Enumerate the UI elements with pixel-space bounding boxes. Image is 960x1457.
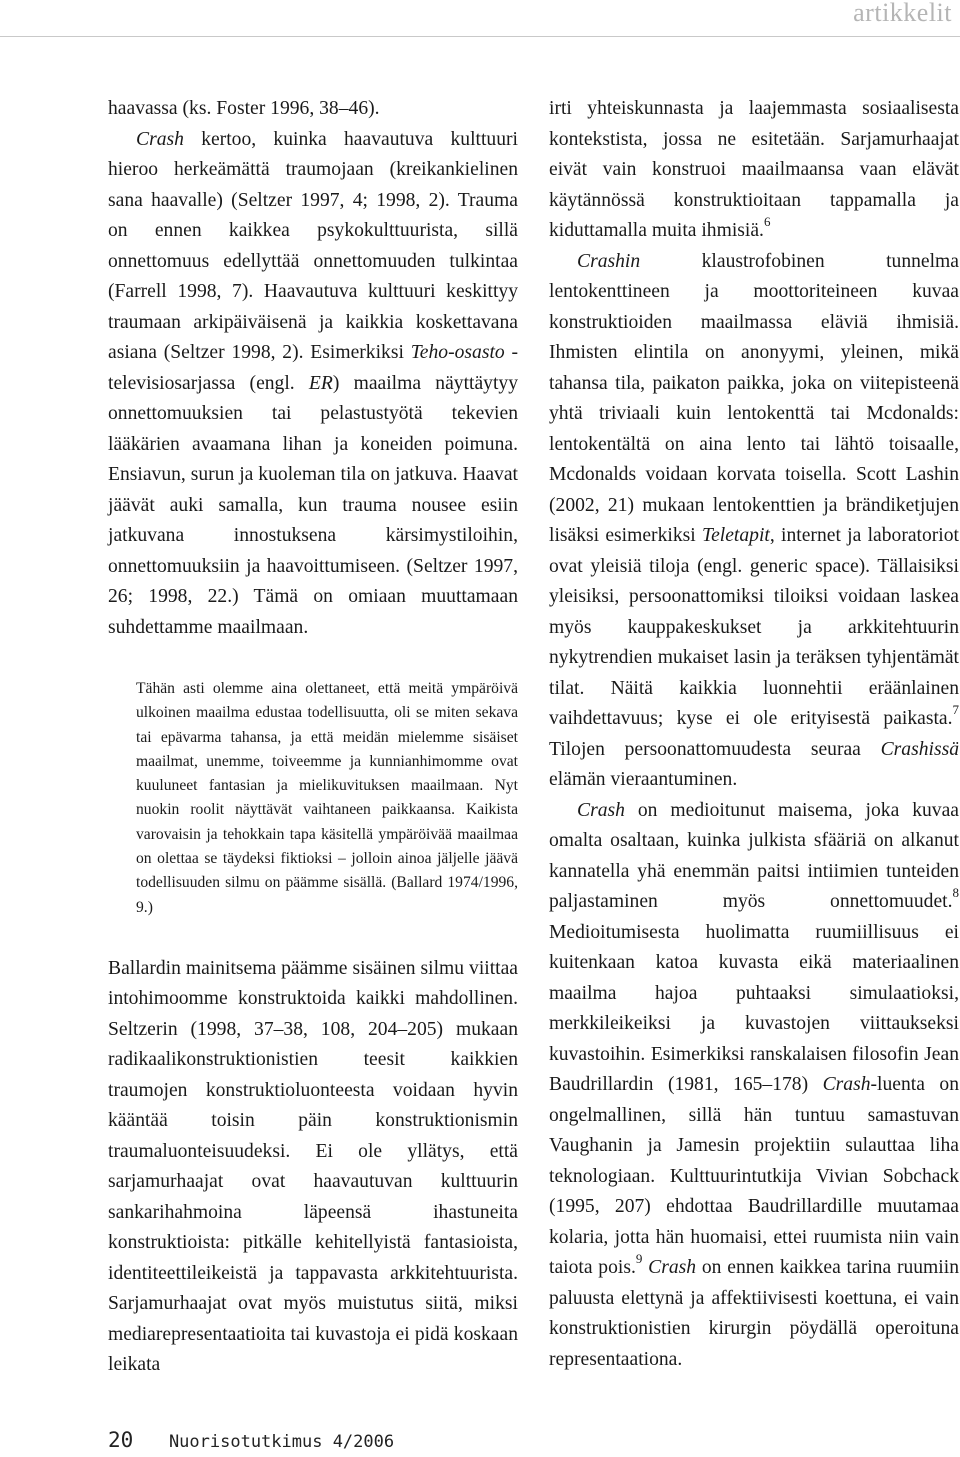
footnote-ref: 8	[952, 885, 959, 901]
paragraph	[549, 796, 959, 1376]
journal-name: Nuorisotutkimus 4/2006	[168, 1432, 395, 1452]
paragraph-text: Medioitumisesta huolimatta ruumiillisuus ei kuitenkaan katoa kuvasta eikä materiaalinen maailma hajoa puhtaaksi simulaatioksi, merkkileikeiksi ja kuvastojen viittaukseksi kuvastoihin. Esimerkiksi ranskalaisen filosofin Jean Baudrillardin (1981, 165–178)	[549, 921, 959, 1095]
right-column	[549, 94, 959, 1375]
paragraph	[108, 125, 518, 644]
paragraph-text: irti yhteiskunnasta ja laajemmasta sosiaalisesta kontekstista, jossa ne esitetään. Sarjamurhaajat eivät vain konstruoi maailmaansa vaan elävät käytännössä konstruktioitaan tappamalla ja kiduttamalla muita ihmisiä.	[549, 98, 959, 241]
page-footer	[108, 1428, 394, 1454]
footnote-ref: 7	[952, 702, 959, 718]
paragraph	[549, 247, 959, 796]
italic-title: Teletapit	[701, 525, 770, 546]
footnote-ref: 9	[635, 1251, 643, 1267]
paragraph-text: -luenta on ongelmallinen, sillä hän tuntuu samastuvan Vaughanin ja Jamesin projektiin sulauttaa liha teknologiaan. Kulttuurintutkija Vivian Sobchack (1995, 207) ehdottaa Baudrillardille muutamaa kolaria, jotta hän huomaisi, ettei ruumista niin vain taiota pois.	[549, 1074, 959, 1278]
paragraph-text: kertoo, kuinka haavautuva kulttuuri hieroo herkeämättä traumojaan (kreikankielinen sana haavalle) (Seltzer 1997, 4; 1998, 2). Trauma on ennen kaikkea psykokulttuurista, sillä onnettomuus edellyttää onnettomuuden tulkintaa (Farrell 1998, 7). Haavautuva kulttuuri keskittyy traumaan arkipäiväisenä ja kaikkia koskettavana asiana (Seltzer 1998, 2). Esimerkiksi	[108, 128, 518, 363]
italic-title: Crash	[648, 1257, 697, 1278]
paragraph-text: on ennen kaikkea tarina ruumiin paluusta elettynä ja affektiivisesti koettuna, ei vain konstruktionistien kirurgin pöydällä operoituna representaationa.	[549, 1257, 959, 1370]
block-quote: Tähän asti olemme aina olettaneet, että meitä ympäröivä ulkoinen maailma edustaa todellisuutta, oli se miten sekava tai epävarma tahansa, ja että meidän mielemme sisäiset maailmat, unemme, toiveemme ja kunnianhimomme ovat kuuluneet fantasian ja mielikuvituksen maailmaan. Nyt nuokin roolit näyttävät vaihtaneen paikkaansa. Kaikista varovaisin ja tehokkain tapa käsitellä ympäröivää maailmaa on olettaa se täydeksi fiktioksi – jolloin ainoa jäljelle jäävä todellisuuden silmu on päämme sisällä. (Ballard 1974/1996, 9.)	[136, 680, 518, 916]
paragraph: haavassa (ks. Foster 1996, 38–46).	[108, 98, 380, 119]
paragraph-text: elämän vieraantuminen.	[549, 769, 738, 790]
italic-title: Crash	[822, 1074, 871, 1095]
italic-title: ER	[308, 372, 333, 394]
italic-title: Crash	[136, 128, 184, 150]
paragraph	[549, 94, 959, 247]
paragraph-text: , internet ja laboratoriot ovat yleisiä tiloja (engl. generic space). Tällaisiksi yleisiksi, persoonattomiksi tiloiksi voidaan laskea myös kauppakeskukset ja arkkitehtuurin nykytrendien mukaiset lasin ja teräksen tyhjentämät tilat. Näitä kaikkia luonnehtii eräänlainen vaihdettavuus; kyse ei ole erityisestä paikasta.	[549, 525, 959, 729]
paragraph-text: on medioitunut maisema, joka kuvaa omalta osaltaan, kuinka julkista sfääriä on alkanut kannatella yhä enemmän paitsi intiimien tunteiden paljastaminen myös onnettomuudet.	[549, 799, 959, 912]
left-column	[108, 94, 518, 1381]
italic-title: Crash	[577, 799, 625, 821]
section-label: artikkelit	[853, 0, 952, 27]
paragraph-text: -televisiosarjassa (engl.	[108, 342, 518, 394]
running-header	[0, 0, 960, 37]
italic-title: Crashin	[577, 250, 641, 272]
paragraph-text: Tilojen persoonattomuudesta seuraa	[549, 738, 881, 760]
italic-title: Teho-osasto	[410, 342, 505, 363]
paragraph-text: klaustrofobinen tunnelma lentokenttineen ja moottoriteineen kuvaa konstruktioiden maailmassa eläviä ihmisiä. Ihmisten elintila on anonyymi, yleinen, mikä tahansa tila, paikaton paikka, joka on viitepisteenä yhtä triviaali kuin lentokenttä tai Mcdonalds: lentokentältä on aina lento tai lähtö toisaalle, Mcdonalds voidaan korvata toisella. Scott Lashin (2002, 21) mukaan lentokenttien ja brändiketjujen lisäksi esimerkiksi	[549, 250, 959, 546]
page-number: 20	[108, 1428, 134, 1452]
italic-title: Crashissä	[880, 738, 959, 760]
paragraph-text: ) maailma näyttäytyy onnettomuuksien tai pelastustyötä tekevien lääkärien avaamana lihan ja koneiden poimuna. Ensiavun, surun ja kuoleman tila on jatkuva. Haavat jäävät auki samalla, kun trauma nousee esiin jatkuvana innostuksena kärsimystiloihin, onnettomuuksiin ja haavoittumiseen. (Seltzer 1997, 26; 1998, 22.) Tämä on omiaan muuttamaan suhdettamme maailmaan.	[108, 372, 518, 638]
paragraph: Ballardin mainitsema päämme sisäinen silmu viittaa intohimoomme konstruktoida kaikki mahdollinen. Seltzerin (1998, 37–38, 108, 204–205) mukaan radikaalikonstruktionistien teesit kaikkien traumojen konstruktioluonteesta voidaan hyvin kääntää toisin päin konstruktionismin traumaluonteisuudeksi. Ei ole yllätys, että sarjamurhaajat ovat haavautuvan kulttuurin sankarihahmoina läpeensä ihastuneita konstruktioista: pitkälle kehitellyistä fantasioista, identiteettileikeistä ja tappavasta arkkitehtuurista. Sarjamurhaajat ovat myös muistutus siitä, miksi mediarepresentaatioita tai kuvastoja ei pidä koskaan leikata	[108, 957, 518, 1376]
footnote-ref: 6	[763, 214, 771, 230]
